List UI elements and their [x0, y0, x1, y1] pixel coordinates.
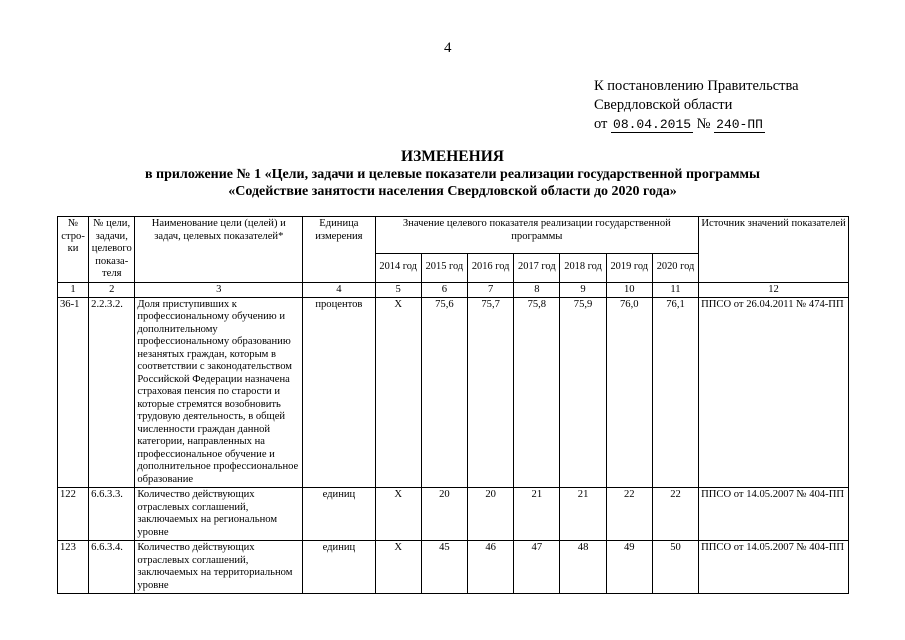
cell-source: ППСО от 26.04.2011 № 474-ПП — [699, 297, 849, 488]
title-heading: ИЗМЕНЕНИЯ — [401, 148, 504, 165]
cell-value: 20 — [421, 488, 467, 541]
header-row-no: № стро-ки — [58, 217, 89, 283]
cell-value: 50 — [652, 541, 698, 594]
column-number: 6 — [421, 282, 467, 297]
header-name: Наименование цели (целей) и задач, целевых показателей* — [135, 217, 303, 283]
cell-goal-no: 6.6.3.3. — [89, 488, 135, 541]
header-row — [58, 217, 849, 254]
cell-value: 75,7 — [468, 297, 514, 488]
cell-value: 48 — [560, 541, 606, 594]
header-values-group: Значение целевого показателя реализации государственной программы — [375, 217, 699, 254]
cell-row-no: 122 — [58, 488, 89, 541]
table-row — [58, 541, 849, 594]
column-number: 12 — [699, 282, 849, 297]
column-number: 4 — [303, 282, 375, 297]
column-number: 10 — [606, 282, 652, 297]
cell-value: 75,8 — [514, 297, 560, 488]
cell-value: X — [375, 297, 421, 488]
page-number: 4 — [444, 40, 452, 56]
column-number: 1 — [58, 282, 89, 297]
cell-unit: единиц — [303, 488, 375, 541]
from-label: от — [594, 116, 608, 132]
header-goal-no: № цели, задачи, целевого показа-теля — [89, 217, 135, 283]
column-number: 8 — [514, 282, 560, 297]
header-year: 2016 год — [468, 253, 514, 282]
header-year: 2014 год — [375, 253, 421, 282]
cell-value: 76,1 — [652, 297, 698, 488]
column-number: 2 — [89, 282, 135, 297]
column-number: 7 — [468, 282, 514, 297]
cell-name: Количество действующих отраслевых соглашений, заключаемых на региональном уровне — [135, 488, 303, 541]
header-year: 2020 год — [652, 253, 698, 282]
header-unit: Единица измерения — [303, 217, 375, 283]
column-number: 5 — [375, 282, 421, 297]
column-number: 11 — [652, 282, 698, 297]
cell-source: ППСО от 14.05.2007 № 404-ПП — [699, 488, 849, 541]
column-number: 9 — [560, 282, 606, 297]
cell-value: X — [375, 488, 421, 541]
cell-name: Доля приступивших к профессиональному обучению и дополнительному профессиональному образованию незанятых граждан, которым в соответствии с законодательством Российской Федерации назначена страховая пенсия по старости и которые стремятся возобновить трудовую деятельность, в общей численности граждан данной категории, направленных на профессиональное обучение и дополнительное профессиональное образование — [135, 297, 303, 488]
indicators-table — [57, 216, 849, 594]
number-label: № — [696, 116, 711, 132]
cell-goal-no: 6.6.3.4. — [89, 541, 135, 594]
cell-value: 21 — [514, 488, 560, 541]
cell-name: Количество действующих отраслевых соглашений, заключаемых на территориальном уровне — [135, 541, 303, 594]
cell-unit: процентов — [303, 297, 375, 488]
cell-value: 46 — [468, 541, 514, 594]
cell-row-no: 123 — [58, 541, 89, 594]
title-line-3: «Содействие занятости населения Свердловской области до 2020 года» — [228, 184, 677, 199]
header-source: Источник значений показателей — [699, 217, 849, 283]
header-year: 2017 год — [514, 253, 560, 282]
cell-value: 47 — [514, 541, 560, 594]
resolution-reference — [594, 77, 799, 134]
column-number: 3 — [135, 282, 303, 297]
cell-value: 20 — [468, 488, 514, 541]
cell-value: 45 — [421, 541, 467, 594]
resolution-date: 08.04.2015 — [613, 117, 692, 132]
document-title — [60, 148, 845, 200]
resolution-date-line — [594, 115, 799, 134]
title-line-2: в приложение № 1 «Цели, задачи и целевые показатели реализации государственной программы — [145, 167, 760, 182]
resolution-number: 240-ПП — [716, 117, 763, 132]
resolution-line-1: К постановлению Правительства — [594, 78, 799, 94]
header-year: 2015 год — [421, 253, 467, 282]
cell-value: 75,9 — [560, 297, 606, 488]
cell-source: ППСО от 14.05.2007 № 404-ПП — [699, 541, 849, 594]
table-row — [58, 488, 849, 541]
header-year: 2018 год — [560, 253, 606, 282]
cell-value: X — [375, 541, 421, 594]
cell-value: 22 — [606, 488, 652, 541]
cell-value: 22 — [652, 488, 698, 541]
cell-value: 75,6 — [421, 297, 467, 488]
column-numbers-row — [58, 282, 849, 297]
cell-value: 21 — [560, 488, 606, 541]
cell-unit: единиц — [303, 541, 375, 594]
cell-value: 76,0 — [606, 297, 652, 488]
table-row — [58, 297, 849, 488]
cell-value: 49 — [606, 541, 652, 594]
cell-goal-no: 2.2.3.2. — [89, 297, 135, 488]
header-year: 2019 год — [606, 253, 652, 282]
resolution-line-2: Свердловской области — [594, 97, 733, 113]
cell-row-no: 36-1 — [58, 297, 89, 488]
